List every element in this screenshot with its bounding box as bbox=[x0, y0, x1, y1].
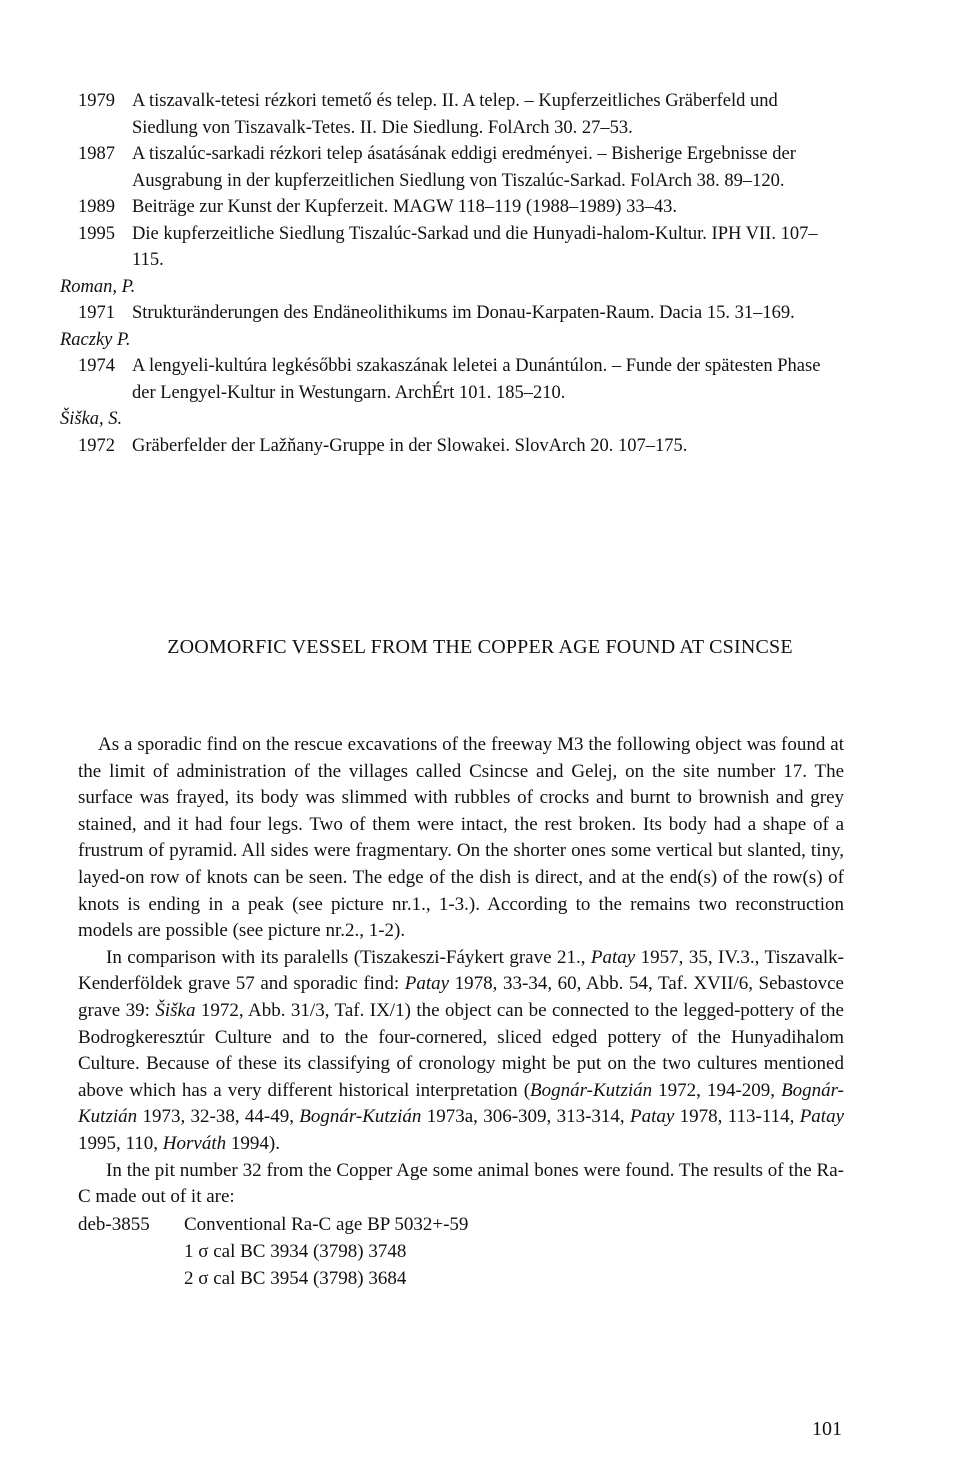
reference-year: 1971 bbox=[78, 303, 115, 323]
text-run: 1972, 194-209, bbox=[652, 1079, 782, 1101]
result-value: 1 σ cal BC 3934 (3798) 3748 bbox=[184, 1240, 407, 1262]
reference-year: 1972 bbox=[78, 435, 115, 456]
reference-entry bbox=[78, 141, 848, 194]
reference-text: Gräberfelder der Lažňany-Gruppe in der Slowakei. SlovArch 20. 107–175. bbox=[132, 435, 688, 456]
text-run: In comparison with its paralells (Tiszakeszi-Fáykert grave 21., bbox=[106, 946, 591, 968]
reference-author: Roman, P. bbox=[60, 276, 136, 297]
author-citation: Horváth bbox=[162, 1132, 227, 1154]
result-row bbox=[78, 1211, 844, 1238]
reference-year: 1979 bbox=[78, 91, 115, 111]
author-citation: Patay bbox=[629, 1106, 675, 1128]
reference-text: Strukturänderungen des Endäneolithikums im Donau-Karpaten-Raum. Dacia 15. 31–169. bbox=[132, 303, 795, 323]
text-run: 1978, 33-34, 60, Abb. 54, Taf. XVII/6, Sebastovce grave 39: bbox=[78, 973, 844, 1021]
text-run: 1972, Abb. 31/3, Taf. IX/1) the object can be connected to the legged-pottery of the Bodrogkeresztúr Culture and to the four-cornered, sliced edged pottery of the Hunyadihalom Culture. Because of these its classifying of cronology might be put on the two cultures mentioned above which has a very different historical interpretation ( bbox=[78, 999, 844, 1101]
reference-author: Šiška, S. bbox=[60, 409, 123, 429]
reference-entry bbox=[78, 433, 848, 460]
reference-year: 1989 bbox=[78, 197, 115, 217]
text-run: 1973, 32-38, 44-49, bbox=[137, 1106, 300, 1128]
reference-author: Raczky P. bbox=[60, 329, 131, 350]
reference-text: Die kupferzeitliche Siedlung Tiszalúc-Sarkad und die Hunyadi-halom-Kultur. IPH VII. 107–115. bbox=[132, 223, 818, 270]
text-run: 1973a, 306-309, 313-314, bbox=[421, 1106, 630, 1128]
author-citation: Bognár-Kutzián bbox=[299, 1106, 422, 1128]
reference-year: 1987 bbox=[78, 144, 115, 164]
reference-entry bbox=[78, 353, 848, 406]
author-citation: Patay bbox=[799, 1106, 845, 1128]
result-row bbox=[78, 1238, 844, 1265]
author-citation: Bognár-Kutzián bbox=[530, 1079, 653, 1101]
reference-entry bbox=[78, 88, 848, 141]
result-value: Conventional Ra-C age BP 5032+-59 bbox=[184, 1213, 469, 1235]
author-citation: Bognár-Kutzián bbox=[78, 1079, 845, 1128]
reference-year: 1995 bbox=[78, 223, 115, 244]
result-row bbox=[78, 1265, 844, 1292]
reference-text: A tiszavalk-tetesi rézkori temető és telep. II. A telep. – Kupferzeitliches Gräberfeld und Siedlung von Tiszavalk-Tetes. II. Die Siedlung. FolArch 30. 27–53. bbox=[132, 91, 778, 138]
text-run: 1957, 35, IV.3., Tiszavalk-Kenderföldek grave 57 and sporadic find: bbox=[78, 946, 844, 995]
sample-code: deb-3855 bbox=[78, 1213, 150, 1235]
paragraph: As a sporadic find on the rescue excavations of the freeway M3 the following object was found at the limit of administration of the villages called Csincse and Gelej, on the site number 17. The surface was frayed, its body was slimmed with rubbles of crocks and burnt to brownish and grey stained, and it had four legs. Two of them were intact, the rest broken. Its body had a shape of a frustrum of pyramid. All sides were fragmentary. On the shorter ones some vertical but slanted, tiny, layed-on row of knots can be seen. The edge of the dish is direct, and at the end(s) of the row(s) of knots is ending in a peak (see picture nr.1., 1-3.). According to the remains two reconstruction models are possible (see picture nr.2., 1-2). bbox=[78, 734, 844, 942]
reference-entry bbox=[78, 221, 848, 274]
author-citation: Patay bbox=[590, 946, 636, 968]
result-value: 2 σ cal BC 3954 (3798) 3684 bbox=[184, 1267, 407, 1289]
article-title: ZOOMORFIC VESSEL FROM THE COPPER AGE FOUND AT CSINCSE bbox=[167, 636, 793, 658]
reference-text: A lengyeli-kultúra legkésőbbi szakaszának leletei a Dunántúlon. – Funde der spätesten Phase der Lengyel-Kultur in Westungarn. ArchÉrt 101. 185–210. bbox=[132, 356, 821, 403]
author-citation: Šiška bbox=[155, 999, 196, 1021]
author-citation: Patay bbox=[404, 973, 450, 995]
reference-list bbox=[60, 88, 848, 459]
reference-entry bbox=[78, 194, 848, 221]
paragraph bbox=[78, 945, 844, 1158]
text-run: 1978, 113-114, bbox=[674, 1106, 800, 1128]
reference-text: Beiträge zur Kunst der Kupferzeit. MAGW 118–119 (1988–1989) 33–43. bbox=[132, 197, 677, 217]
text-run: 1994). bbox=[226, 1132, 280, 1154]
page-number: 101 bbox=[812, 1418, 842, 1440]
reference-year: 1974 bbox=[78, 356, 115, 376]
radiocarbon-results bbox=[78, 1211, 844, 1292]
reference-text: A tiszalúc-sarkadi rézkori telep ásatásának eddigi eredményei. – Bisherige Ergebnisse der Ausgrabung in der kupferzeitlichen Siedlung von Tiszalúc-Sarkad. FolArch 38. 89–120. bbox=[132, 144, 796, 191]
paragraph: In the pit number 32 from the Copper Age some animal bones were found. The results of the Ra-C made out of it are: bbox=[78, 1159, 844, 1208]
article-body bbox=[78, 732, 844, 1292]
reference-entry bbox=[78, 300, 848, 327]
text-run: 1995, 110, bbox=[78, 1132, 163, 1154]
